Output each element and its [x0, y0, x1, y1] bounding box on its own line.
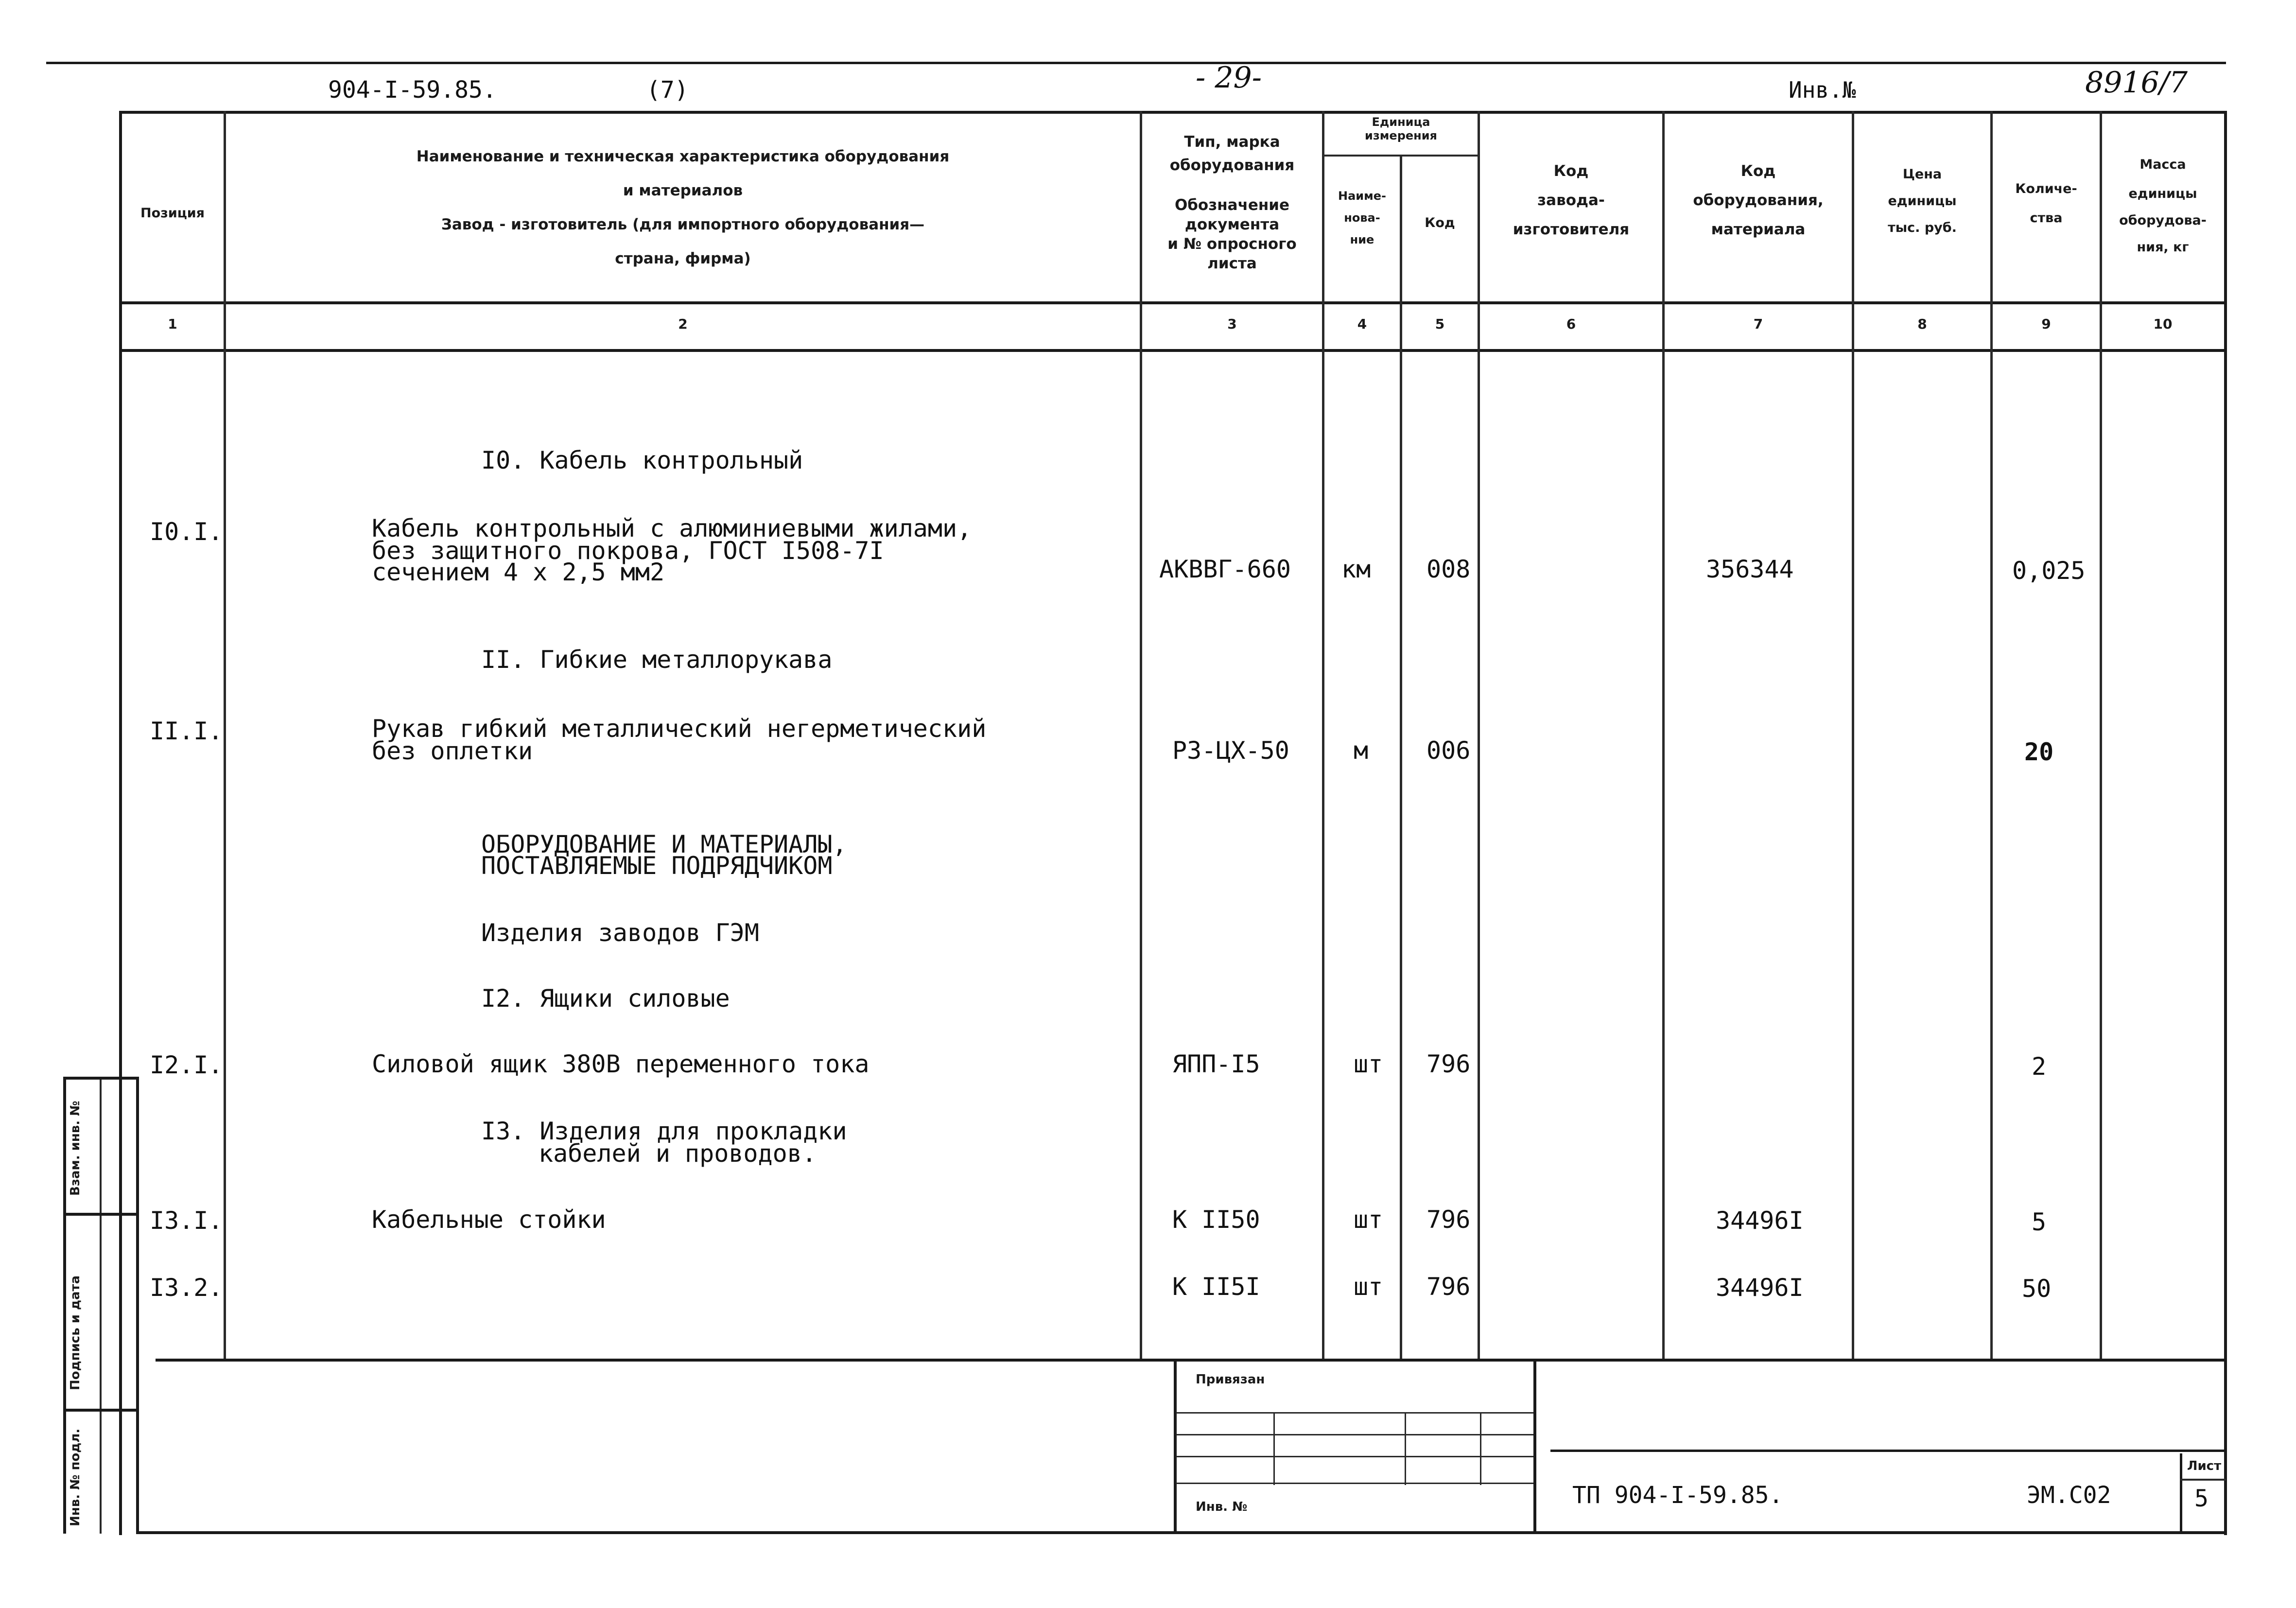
contractor-title-line2: ПОСТАВЛЯЕМЫЕ ПОДРЯДЧИКОМ: [481, 852, 833, 880]
row-11-1-position: II.I.: [150, 717, 223, 745]
row-10-1-name-line2: без защитного покрова, ГОСТ I508-7I: [372, 537, 884, 565]
table-top-border: [119, 111, 2226, 114]
header-mass-line3: оборудова-: [2119, 213, 2207, 228]
body-bottom-border: [156, 1359, 2227, 1362]
header-unit-line1: Единица: [1372, 115, 1430, 129]
col-sep-3: [1322, 111, 1324, 1359]
header-mass-line2: единицы: [2128, 186, 2197, 201]
row-10-1-name-line1: Кабель контрольный с алюминиевыми жилами,: [372, 514, 972, 542]
row-13-1-unit-name: шт: [1354, 1206, 1383, 1234]
header-mass-line1: Масса: [2139, 157, 2186, 172]
side-strip-div-2: [63, 1409, 139, 1412]
row-10-1-unit-name: км: [1341, 555, 1371, 583]
header-unit-name-line1: Наиме-: [1338, 189, 1386, 203]
header-type-line3: Обозначение: [1174, 196, 1290, 214]
row-12-1-unit-code: 796: [1426, 1050, 1471, 1078]
col-sep-2: [1140, 111, 1142, 1359]
row-12-1-position: I2.I.: [150, 1051, 223, 1079]
col-sep-6: [1662, 111, 1665, 1359]
col-sep-8: [1990, 111, 1993, 1359]
header-name-line2: и материалов: [623, 182, 743, 199]
row-11-1-name-line1: Рукав гибкий металлический негерметический: [372, 715, 987, 743]
col-sep-5: [1478, 111, 1480, 1359]
top-sheet-number: (7): [646, 76, 689, 104]
stamp-grid-col-1: [1273, 1412, 1275, 1485]
stamp-grid-col-2: [1405, 1412, 1406, 1485]
header-unit-name-line3: ние: [1350, 233, 1374, 246]
row-13-2-unit-name: шт: [1354, 1273, 1383, 1301]
stamp-mid-border: [1533, 1359, 1536, 1534]
header-unit-line2: измерения: [1365, 129, 1437, 142]
stamp-mark: ЭМ.С02: [2027, 1482, 2111, 1509]
row-12-1-name: Силовой ящик 380В переменного тока: [372, 1050, 870, 1078]
header-equip-line2: оборудования,: [1693, 192, 1824, 209]
row-11-1-quantity: 20: [2024, 738, 2054, 766]
header-qty-line2: ства: [2030, 210, 2063, 226]
frame-right: [2224, 111, 2227, 1535]
stamp-grid-col-3: [1480, 1412, 1481, 1485]
row-11-1-unit-name: м: [1354, 736, 1369, 765]
header-factory-line1: Код: [1553, 162, 1589, 180]
section-12-title: I2. Ящики силовые: [481, 984, 730, 1013]
header-price-line2: единицы: [1888, 193, 1957, 209]
section-13-title-line2: кабелей и проводов.: [539, 1139, 817, 1168]
header-bottom-border: [119, 301, 2226, 304]
row-10-1-unit-code: 008: [1426, 555, 1471, 583]
top-rule: [46, 62, 2226, 64]
row-13-1-equipment-code: 34496I: [1716, 1206, 1804, 1235]
col-number-10: 10: [2153, 316, 2173, 332]
stamp-left-border: [1174, 1359, 1177, 1534]
stamp-inventory-label: Инв. №: [1196, 1500, 1248, 1514]
section-13-title-line1: I3. Изделия для прокладки: [481, 1117, 847, 1145]
contractor-title-line1: ОБОРУДОВАНИЕ И МАТЕРИАЛЫ,: [481, 830, 847, 858]
row-13-2-type: К II5I: [1172, 1273, 1260, 1301]
header-equip-line3: материала: [1711, 221, 1806, 238]
header-price-line1: Цена: [1902, 167, 1942, 182]
header-unit-code: Код: [1425, 215, 1455, 230]
colnum-bottom-border: [119, 349, 2226, 352]
page-bottom-border: [136, 1531, 2227, 1534]
row-13-2-equipment-code: 34496I: [1716, 1274, 1804, 1302]
row-13-1-quantity: 5: [2032, 1208, 2047, 1236]
header-type-line1: Тип, марка: [1184, 133, 1280, 151]
row-12-1-type: ЯПП-I5: [1172, 1050, 1260, 1078]
col-number-5: 5: [1435, 316, 1445, 332]
side-strip-left: [63, 1077, 66, 1534]
row-10-1-name-line3: сечением 4 х 2,5 мм2: [372, 558, 665, 586]
top-inventory-value: 8916/7: [2085, 66, 2188, 100]
row-10-1-quantity: 0,025: [2012, 557, 2086, 585]
col-number-3: 3: [1227, 316, 1237, 332]
col-sep-9: [2100, 111, 2102, 1359]
side-strip-top: [63, 1077, 139, 1080]
col-sep-7: [1852, 111, 1854, 1359]
header-mass-line4: ния, кг: [2137, 240, 2189, 255]
row-11-1-unit-code: 006: [1426, 736, 1471, 765]
header-equip-line1: Код: [1740, 162, 1776, 180]
unit-group-divider: [1322, 155, 1478, 157]
side-strip-div-1: [63, 1213, 139, 1216]
gem-title: Изделия заводов ГЭМ: [481, 919, 759, 947]
stamp-sheet-divider: [2180, 1479, 2226, 1481]
row-13-2-quantity: 50: [2022, 1275, 2052, 1303]
header-factory-line3: изготовителя: [1513, 221, 1630, 238]
col-number-7: 7: [1753, 316, 1763, 332]
row-13-2-position: I3.2.: [150, 1274, 223, 1302]
row-13-1-unit-code: 796: [1426, 1206, 1471, 1234]
col-number-9: 9: [2041, 316, 2051, 332]
stamp-sheet-value: 5: [2194, 1485, 2209, 1512]
row-11-1-type: Р3-ЦХ-50: [1172, 736, 1289, 765]
row-11-1-name-line2: без оплетки: [372, 737, 533, 765]
header-type-line2: оборудования: [1169, 157, 1295, 174]
stamp-doc-code: ТП 904-I-59.85.: [1572, 1482, 1783, 1509]
col-sep-4: [1400, 156, 1402, 1359]
header-type-line4: документа: [1184, 216, 1280, 233]
col-number-2: 2: [678, 316, 688, 332]
top-page-number: - 29-: [1196, 61, 1262, 95]
side-original-inventory: Инв. № подл.: [68, 1428, 83, 1526]
side-signature-date: Подпись и дата: [68, 1275, 83, 1390]
side-replaced-inventory: Взам. инв. №: [68, 1101, 83, 1196]
row-10-1-type: АКВВГ-660: [1159, 555, 1291, 583]
row-13-1-type: К II50: [1172, 1206, 1260, 1234]
top-inventory-label: Инв.№: [1789, 77, 1856, 103]
section-11-title: II. Гибкие металлорукава: [481, 646, 833, 674]
stamp-sheet-label: Лист: [2187, 1459, 2222, 1473]
row-13-2-unit-code: 796: [1426, 1273, 1471, 1301]
header-name-line4: страна, фирма): [615, 250, 751, 267]
header-qty-line1: Количе-: [2015, 181, 2077, 196]
top-doc-code: 904-I-59.85.: [328, 76, 497, 104]
header-name-line3: Завод - изготовитель (для импортного оборудования—: [441, 216, 925, 233]
header-position: Позиция: [140, 206, 205, 221]
row-12-1-unit-name: шт: [1354, 1050, 1383, 1078]
row-13-1-name: Кабельные стойки: [372, 1206, 606, 1234]
row-10-1-position: I0.I.: [150, 518, 223, 546]
header-name-line1: Наименование и техническая характеристика оборудования: [416, 148, 950, 165]
header-factory-line2: завода-: [1537, 192, 1605, 209]
header-unit-name-line2: нова-: [1344, 211, 1380, 225]
row-12-1-quantity: 2: [2032, 1052, 2047, 1081]
section-10-title: I0. Кабель контрольный: [481, 446, 803, 474]
stamp-title-top: [1550, 1450, 2226, 1452]
stamp-bound-label: Привязан: [1196, 1372, 1265, 1387]
side-strip-right: [136, 1077, 139, 1534]
row-10-1-equipment-code: 356344: [1706, 555, 1794, 583]
row-13-1-position: I3.I.: [150, 1206, 223, 1235]
header-type-line5: и № опросного: [1167, 235, 1297, 253]
col-number-8: 8: [1917, 316, 1927, 332]
col-number-6: 6: [1566, 316, 1576, 332]
header-price-line3: тыс. руб.: [1888, 220, 1957, 235]
col-number-1: 1: [168, 316, 177, 332]
col-number-4: 4: [1357, 316, 1367, 332]
side-strip-inner: [100, 1077, 102, 1534]
col-sep-1: [224, 111, 226, 1359]
header-type-line6: листа: [1207, 255, 1257, 272]
